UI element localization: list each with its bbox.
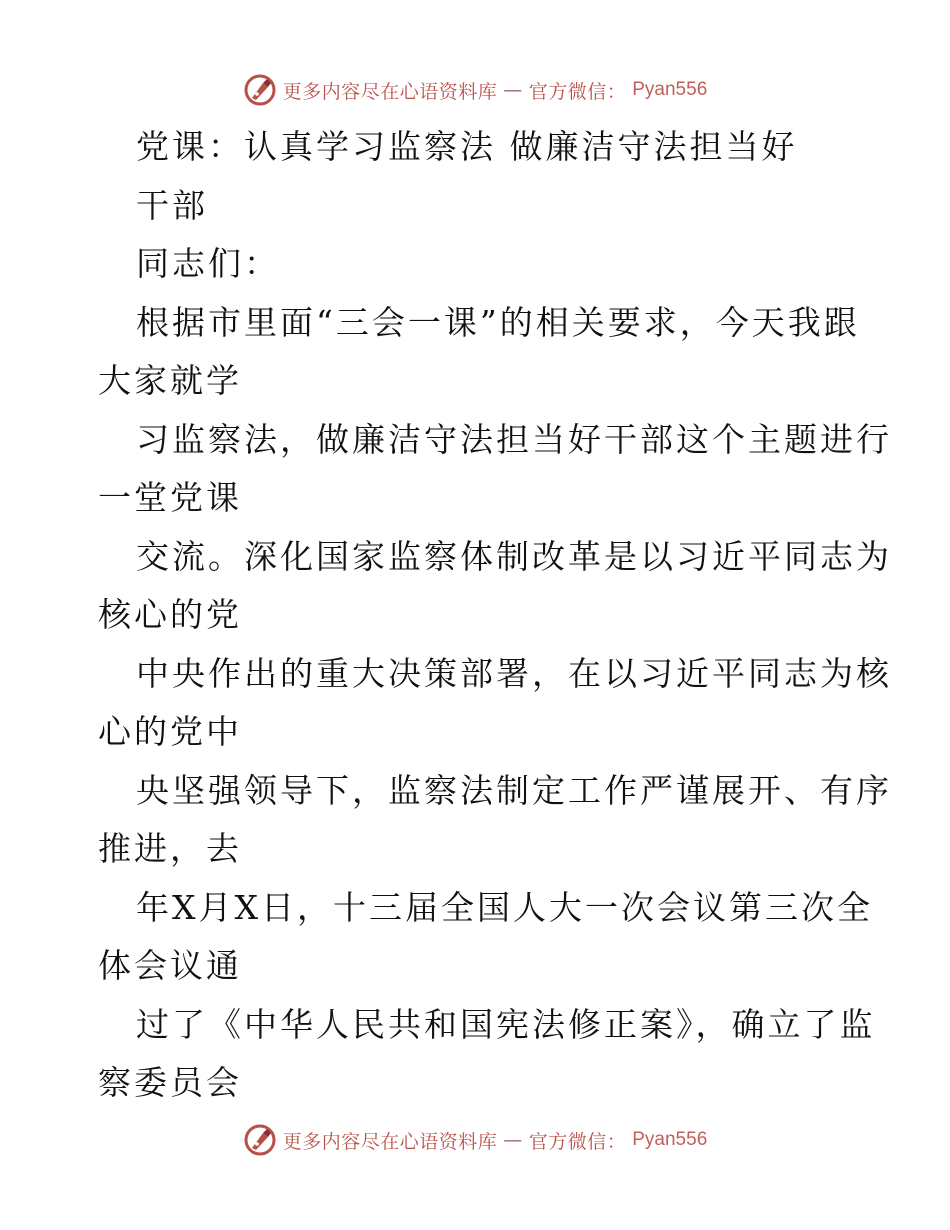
body-line: 习监察法，做廉洁守法担当好干部这个主题进行	[136, 419, 892, 459]
body-line: 察委员会	[98, 1063, 242, 1102]
document-body	[98, 118, 892, 1113]
watermark-separator: —	[503, 79, 523, 101]
body-line: 央坚强领导下，监察法制定工作严谨展开、有序	[136, 770, 892, 810]
body-line: 体会议通	[98, 946, 242, 985]
footer-watermark	[0, 1120, 950, 1160]
watermark-text: 更多内容尽在心语资料库	[282, 80, 498, 103]
body-line: 核心的党	[98, 595, 242, 634]
body-line: 过了《中华人民共和国宪法修正案》，确立了监	[136, 1004, 876, 1044]
body-line: 根据市里面“三会一课”的相关要求，今天我跟	[136, 302, 860, 342]
title-line-1: 党课：认真学习监察法 做廉洁守法担当好	[136, 127, 798, 166]
watermark-wechat-label: 官方微信：	[528, 1130, 627, 1153]
watermark-separator: —	[503, 1129, 523, 1151]
body-line: 一堂党课	[98, 478, 242, 517]
body-line: 中央作出的重大决策部署，在以习近平同志为核	[136, 653, 892, 693]
pen-nib-logo-icon	[243, 1123, 277, 1157]
body-line: 大家就学	[98, 361, 242, 400]
body-line: 年X月X日，十三届全国人大一次会议第三次全	[136, 887, 873, 927]
header-watermark	[0, 70, 950, 110]
salutation: 同志们：	[136, 244, 280, 283]
watermark-text: 更多内容尽在心语资料库	[282, 1130, 498, 1153]
body-line: 推进，去	[98, 829, 242, 868]
watermark-account: Pyan556	[632, 1129, 708, 1150]
watermark-wechat-label: 官方微信：	[528, 80, 627, 103]
body-line: 交流。深化国家监察体制改革是以习近平同志为	[136, 536, 892, 576]
body-line: 心的党中	[98, 712, 242, 751]
pen-nib-logo-icon	[243, 73, 277, 107]
title-line-2: 干部	[136, 185, 208, 225]
watermark-account: Pyan556	[632, 79, 708, 100]
